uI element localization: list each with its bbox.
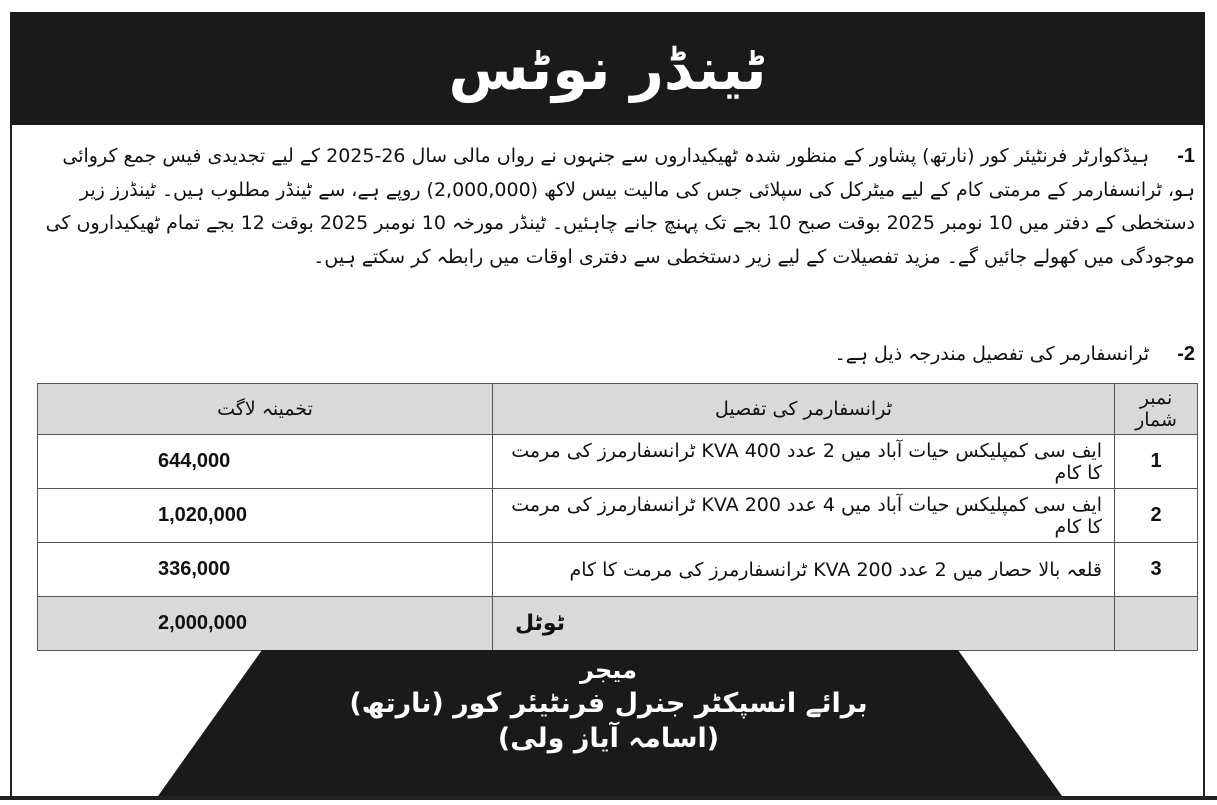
notice-title: ٹینڈر نوٹس [448, 34, 767, 103]
header-sn: نمبر شمار [1115, 384, 1198, 435]
header-cost: تخمینہ لاگت [38, 384, 493, 435]
table-row [38, 489, 1198, 543]
total-label: ٹوٹل [493, 597, 1115, 651]
paragraph-2 [35, 338, 1195, 372]
header-desc: ٹرانسفارمر کی تفصیل [493, 384, 1115, 435]
paragraph-text: ٹرانسفارمر کی تفصیل مندرجہ ذیل ہے۔ [834, 343, 1150, 365]
signature-block [0, 650, 1217, 795]
cell-desc: ایف سی کمپلیکس حیات آباد میں 2 عدد KVA 400 ٹرانسفارمرز کی مرمت کا کام [493, 435, 1115, 489]
cell-desc: قلعہ بالا حصار میں 2 عدد KVA 200 ٹرانسفارمرز کی مرمت کا کام [493, 543, 1115, 597]
total-row [38, 597, 1198, 651]
notice-header [10, 12, 1205, 125]
cell-sn: 1 [1115, 435, 1198, 489]
cell-cost: 644,000 [38, 435, 493, 489]
signatory-rank: میجر [580, 656, 637, 684]
table-header-row [38, 384, 1198, 435]
paragraph-number: -1 [1177, 145, 1195, 167]
cell-sn: 2 [1115, 489, 1198, 543]
signatory-name: (اسامہ آیاز ولی) [497, 723, 720, 754]
cell-empty [1115, 597, 1198, 651]
cell-desc: ایف سی کمپلیکس حیات آباد میں 4 عدد KVA 200 ٹرانسفارمرز کی مرمت کا کام [493, 489, 1115, 543]
bottom-divider [0, 796, 1217, 800]
transformer-table [37, 383, 1198, 651]
cell-sn: 3 [1115, 543, 1198, 597]
signatory-office: برائے انسپکٹر جنرل فرنٹیئر کور (نارتھ) [349, 688, 868, 719]
paragraph-text: ہیڈکوارٹر فرنٹیئر کور (نارتھ) پشاور کے منظور شدہ ٹھیکیداروں سے جنہوں نے رواں مالی سال 26-2025 کے لیے تجدیدی فیس جمع کروائی ہو، ٹرانسفارمر کے مرمتی کام کے لیے میٹرکل کی سپلائی جس کی مالیت بیس لاکھ (2,000,000) روپے ہے، سے ٹینڈر مطلوب ہیں۔ ٹینڈرز زیر دستخطی کے دفتر میں 10 نومبر 2025 بوقت صبح 10 بجے تک پہنچ جانے چاہئیں۔ ٹینڈر مورخہ 10 نومبر 2025 بوقت 12 بجے تمام ٹھیکیداروں کی موجودگی میں کھولے جائیں گے۔ مزید تفصیلات کے لیے زیر دستخطی سے دفتری اوقات میں رابطہ کر سکتے ہیں۔ [45, 145, 1195, 268]
table-row [38, 543, 1198, 597]
cell-cost: 336,000 [38, 543, 493, 597]
cell-cost: 1,020,000 [38, 489, 493, 543]
total-value: 2,000,000 [38, 597, 493, 651]
table-row [38, 435, 1198, 489]
paragraph-1 [35, 140, 1195, 274]
paragraph-number: -2 [1177, 343, 1195, 365]
